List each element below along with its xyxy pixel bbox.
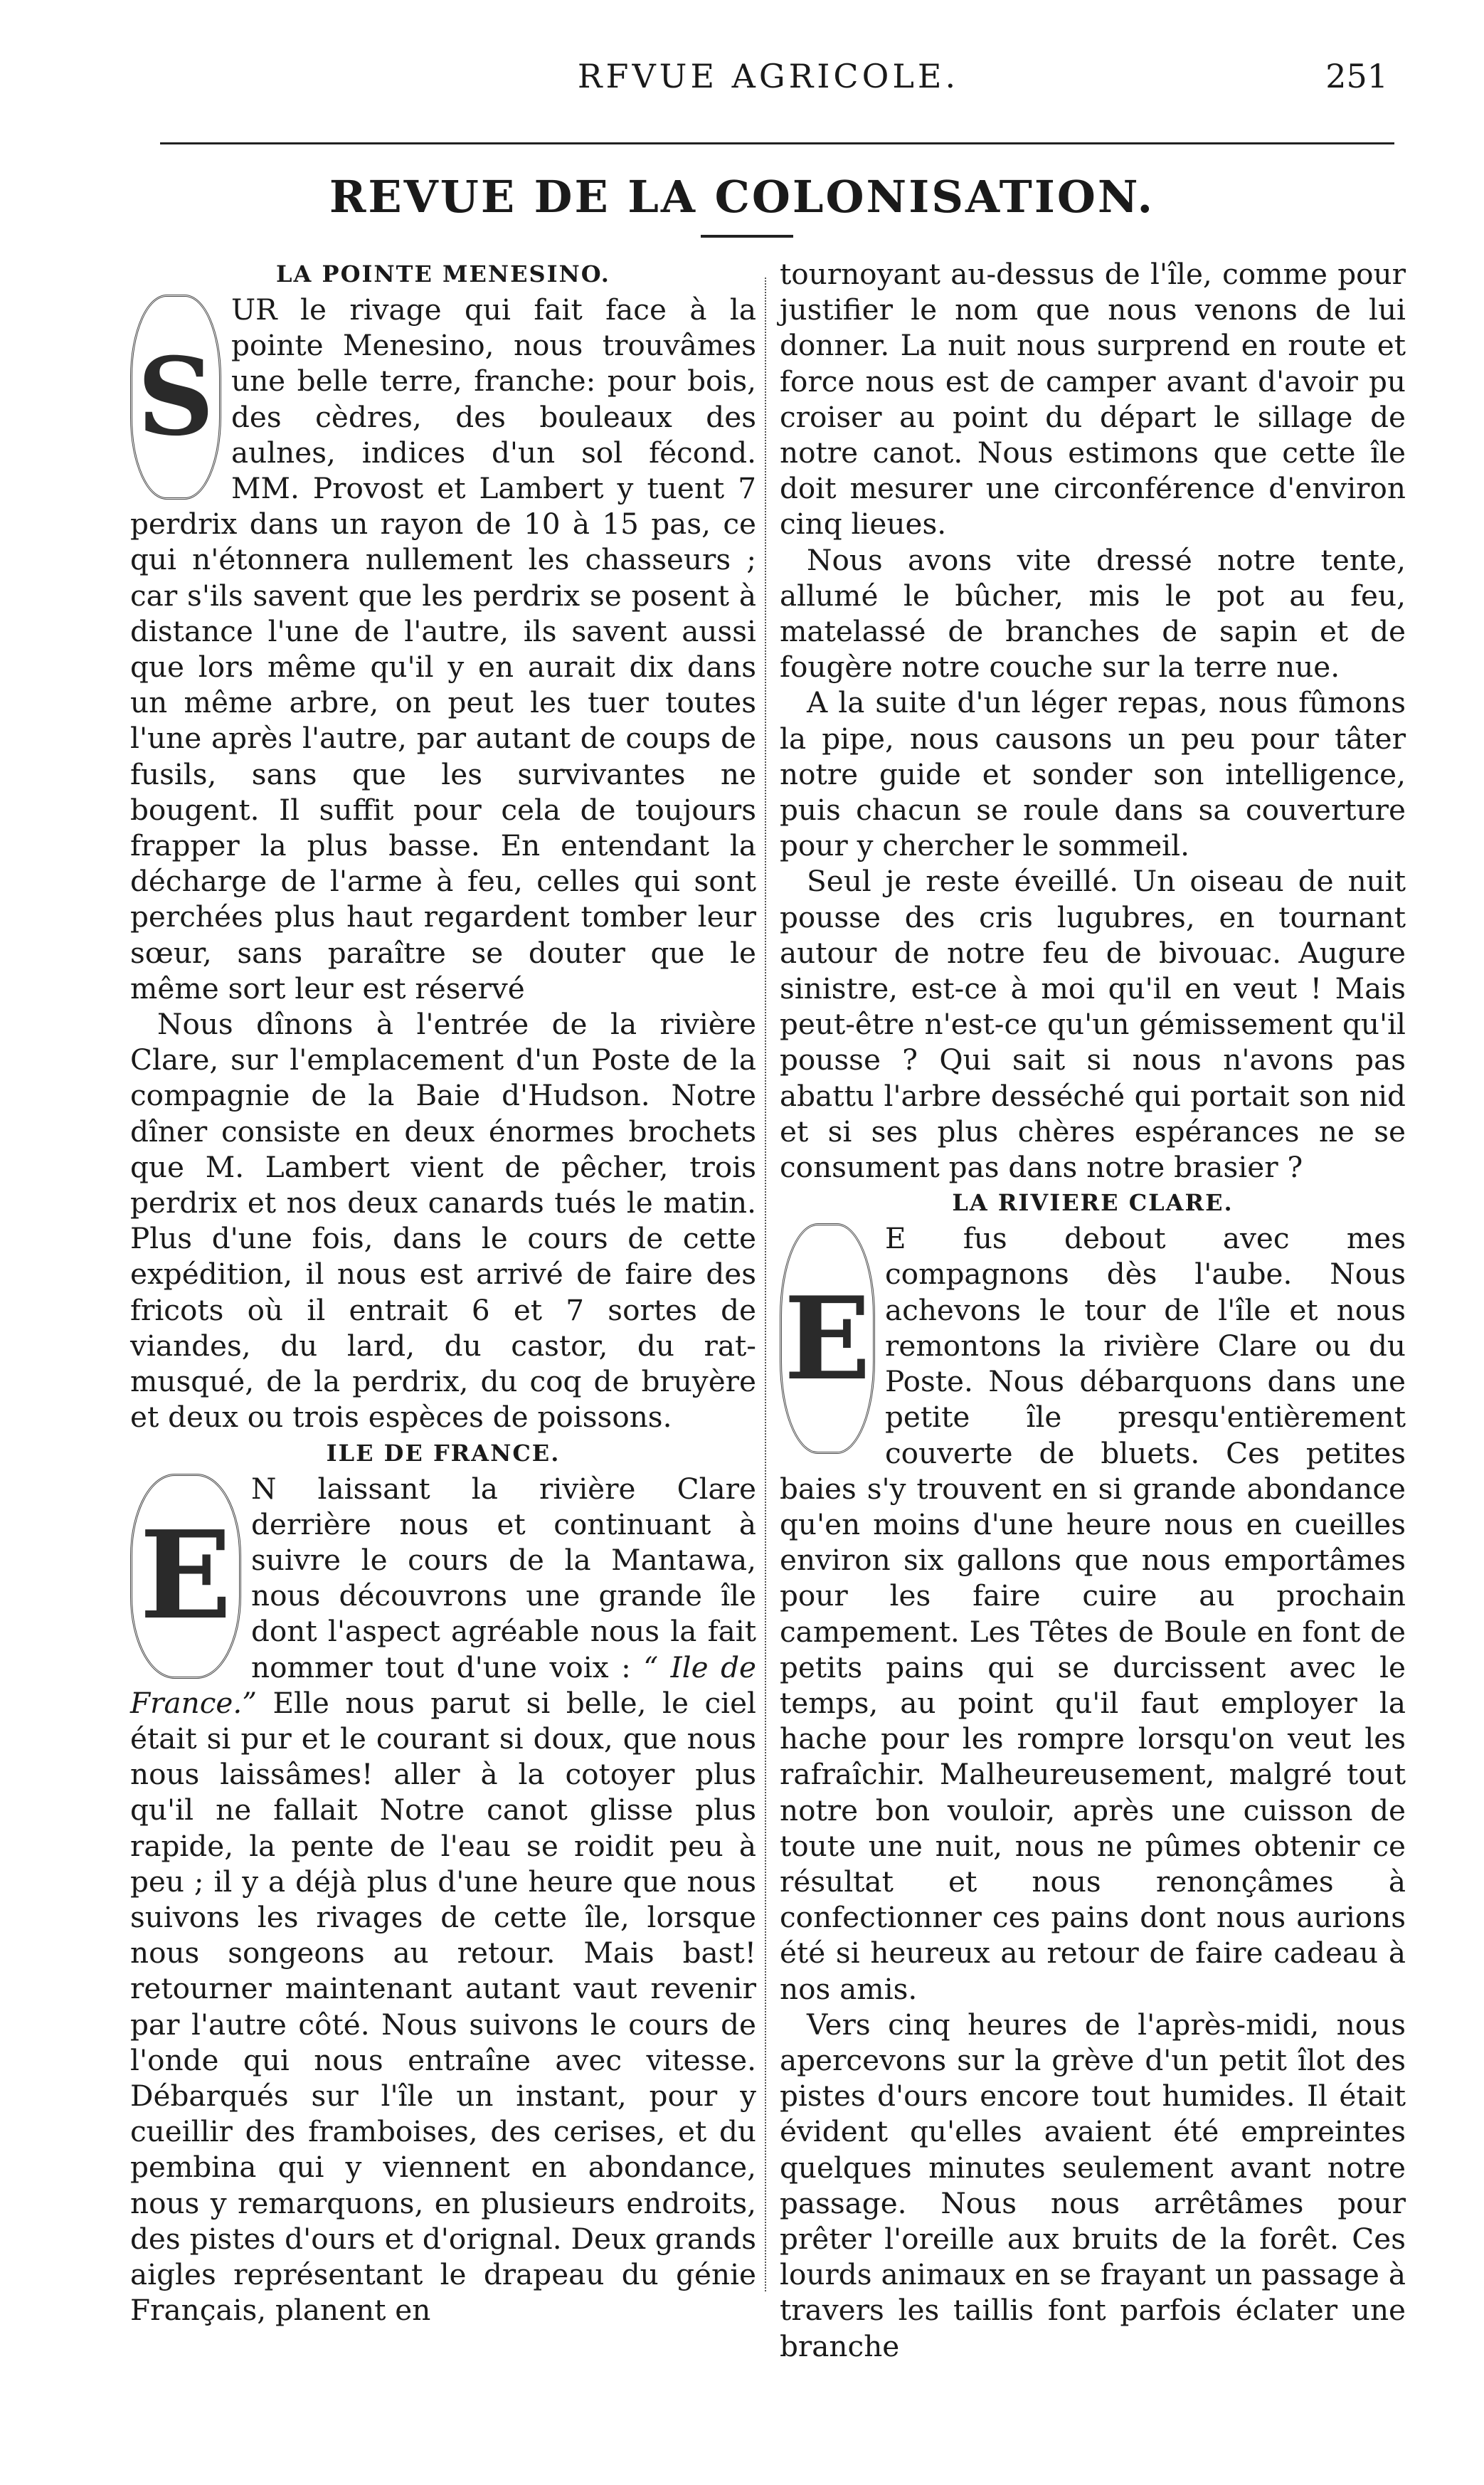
- paragraph: [130, 1471, 756, 2328]
- paragraph-text: UR le rivage qui fait face à la pointe Menesino, nous trouvâmes une belle terre, franche: pour bois, des cèdres, des bouleaux des aulnes, indices d'un sol fécond. MM. Provost et Lambert y tuent 7 perdrix dans un rayon de 10 à 15 pas, ce qui n'étonnera nullement les chasseurs ; car s'ils savent que les perdrix se posent à distance l'une de l'autre, ils savent aussi que lors même qu'il y en aurait dix dans un même arbre, on peut les tuer toutes l'une après l'autre, par autant de coups de fusils, sans que les survivantes ne bougent. Il suffit pour cela de toujours frapper la plus basse. En entendant la décharge de l'arme à feu, celles qui sont perchées plus haut regardent tomber leur sœur, sans paraître se douter que le même sort leur est réservé: [130, 292, 756, 1006]
- paragraph: Seul je reste éveillé. Un oiseau de nuit pousse des cris lugubres, en tournant autour de notre feu de bivouac. Augure sinistre, est-ce à moi qu'il en veut ! Mais peut-être n'est-ce qu'un gémissement qu'il pousse ? Qui sait si nous n'avons pas abattu l'arbre desséché qui portait son nid et si ses plus chères espérances ne se consument pas dans notre brasier ?: [780, 864, 1406, 1185]
- running-title: RFVUE AGRICOLE.: [577, 57, 960, 95]
- paragraph-text: E fus debout avec mes compagnons dès l'aube. Nous achevons le tour de l'île et nous remontons la rivière Clare ou du Poste. Nous débarquons dans une petite île presqu'entièrement couverte de bluets. Ces petites baies s'y trouvent en si grande abondance qu'en moins d'une heure nous en cueilles environ six gallons que nous emportâmes pour les faire cuire au prochain campement. Les Têtes de Boule en font de petits pains qui se durcissent avec le temps, au point qu'il faut employer la hache pour les rompre lorsqu'on veut les rafraîchir. Malheureusement, malgré tout notre bon vouloir, après une cuisson de toute une nuit, nous ne pûmes obtenir ce résultat et nous renonçâmes à confectionner ces pains dont nous aurions été si heureux au retour de faire cadeau à nos amis.: [780, 1221, 1406, 2006]
- title-rule: [701, 235, 793, 238]
- subheading-riviere-clare: LA RIVIERE CLARE.: [952, 1189, 1234, 1217]
- paragraph: A la suite d'un léger repas, nous fûmons la pipe, nous causons un peu pour tâter notre guide et sonder son intelligence, puis chacun se roule dans sa couverture pour y chercher le sommeil.: [780, 685, 1406, 863]
- paragraph-text: N laissant la rivière Clare derrière nous et continuant à suivre le cours de la Mantawa, nous découvrons une grande île dont l'aspect agréable nous la fait nommer tout d'une voix :: [251, 1471, 756, 1684]
- page-number: 251: [1325, 57, 1388, 95]
- paragraph: Nous dînons à l'entrée de la rivière Clare, sur l'emplacement d'un Poste de la compagnie de la Baie d'Hudson. Notre dîner consiste en deux énormes brochets que M. Lambert vient de pêcher, trois perdrix et nos deux canards tués le matin. Plus d'une fois, dans le cours de cette expédition, il nous est arrivé de faire des fricots où il entrait 6 et 7 sortes de viandes, du lard, du castor, du rat-musqué, de la perdrix, du coq de bruyère et deux ou trois espèces de poissons.: [130, 1007, 756, 1435]
- running-header: [0, 57, 1484, 114]
- paragraph: Nous avons vite dressé notre tente, allumé le bûcher, mis le pot au feu, matelassé de branches de sapin et de fougère notre couche sur la terre nue.: [780, 542, 1406, 685]
- paragraph: Vers cinq heures de l'après-midi, nous apercevons sur la grève d'un petit îlot des pistes d'ours encore tout humides. Il était évident qu'elles avaient été empreintes quelques minutes seulement avant notre passage. Nous nous arrêtâmes pour prêter l'oreille aux bruits de la forêt. Ces lourds animaux en se frayant un passage à travers les taillis font parfois éclater une branche: [780, 2007, 1406, 2363]
- quoted-name: “ Ile de France.”: [130, 1650, 757, 1720]
- column-divider: [765, 278, 766, 2291]
- paragraph: tournoyant au-dessus de l'île, comme pour justifier le nom que nous venons de lui donner. La nuit nous surprend en route et force nous est de camper avant d'avoir pu croiser au point du départ le sillage de notre canot. Nous estimons que cette île doit mesurer une circonférence d'environ cinq lieues.: [780, 257, 1406, 542]
- ornamental-dropcap-s: S: [130, 295, 221, 500]
- header-rule: [160, 142, 1394, 144]
- paragraph: [130, 292, 756, 1006]
- subheading-pointe-menesino: LA POINTE MENESINO.: [276, 260, 610, 287]
- left-column: [130, 256, 756, 2328]
- right-column: [780, 256, 1406, 2364]
- paragraph: [780, 1220, 1406, 2006]
- section-title: REVUE DE LA COLONISATION.: [329, 171, 1155, 223]
- subheading-ile-de-france: ILE DE FRANCE.: [326, 1439, 561, 1467]
- paragraph-text: Elle nous parut si belle, le ciel était si pur et le courant si doux, que nous nous laissâmes! aller à la cotoyer plus qu'il ne fallait Notre canot glisse plus rapide, la pente de l'eau se roidit peu à peu ; il y a déjà plus d'une heure que nous suivons les rivages de cette île, lorsque nous songeons au retour. Mais bast! retourner maintenant autant vaut revenir par l'autre côté. Nous suivons le cours de l'onde qui nous entraîne avec vitesse. Débarqués sur l'île un instant, pour y cueillir des framboises, des cerises, et du pembina qui y viennent en abondance, nous y remarquons, en plusieurs endroits, des pistes d'ours et d'orignal. Deux grands aigles représentant le drapeau du génie Français, planent en: [130, 1685, 756, 2328]
- ornamental-dropcap-e: E: [130, 1474, 241, 1679]
- ornamental-dropcap-j: E: [780, 1223, 875, 1454]
